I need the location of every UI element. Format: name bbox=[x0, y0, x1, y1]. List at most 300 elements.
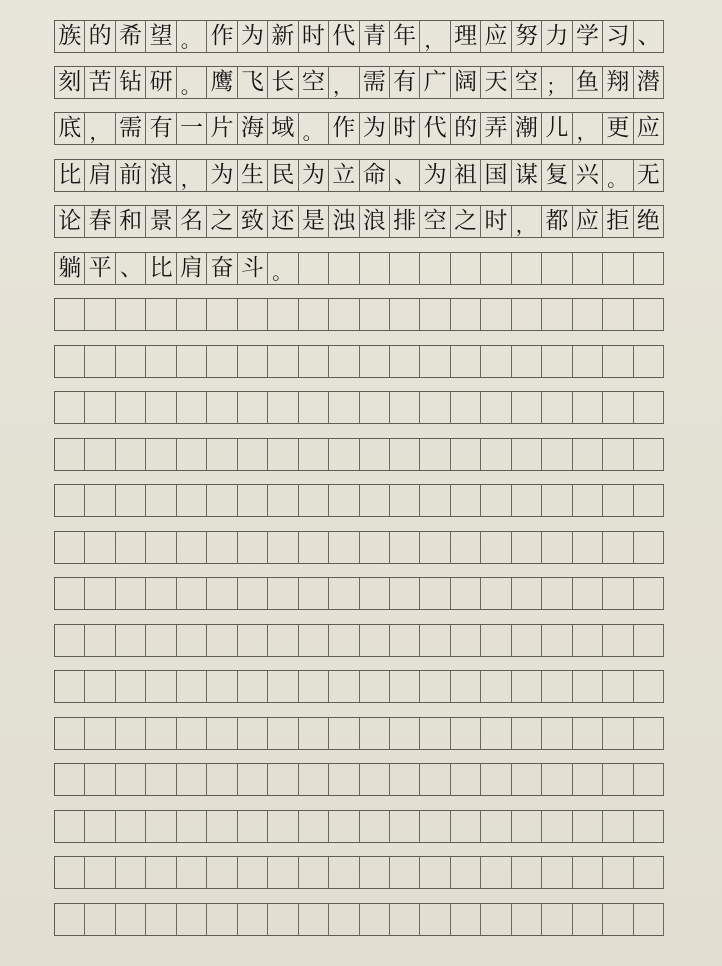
grid-cell-empty bbox=[603, 857, 633, 888]
grid-cell-empty bbox=[573, 346, 603, 377]
grid-cell-char: 努 bbox=[512, 21, 542, 52]
grid-cell-empty bbox=[85, 439, 115, 470]
grid-cell-empty bbox=[451, 346, 481, 377]
grid-cell-char: 为 bbox=[207, 160, 237, 191]
grid-cell-empty bbox=[207, 299, 237, 330]
grid-cell-empty bbox=[360, 718, 390, 749]
grid-cell-char: 学 bbox=[573, 21, 603, 52]
grid-cell-empty bbox=[390, 764, 420, 795]
grid-cell-empty bbox=[542, 532, 572, 563]
grid-cell-empty bbox=[85, 811, 115, 842]
grid-cell-char: 都 bbox=[542, 206, 572, 237]
grid-cell-char: 族 bbox=[55, 21, 85, 52]
grid-cell-char: 为 bbox=[238, 21, 268, 52]
grid-cell-char: 力 bbox=[542, 21, 572, 52]
grid-cell-empty bbox=[299, 904, 329, 935]
grid-cell-char: 为 bbox=[360, 113, 390, 144]
grid-cell-char: 年 bbox=[390, 21, 420, 52]
grid-cell-empty bbox=[451, 625, 481, 656]
grid-row bbox=[54, 438, 664, 471]
grid-cell-char: ， bbox=[420, 21, 450, 52]
grid-cell-empty bbox=[360, 578, 390, 609]
grid-cell-empty bbox=[360, 811, 390, 842]
grid-cell-char: 长 bbox=[268, 67, 298, 98]
grid-cell-empty bbox=[268, 439, 298, 470]
grid-cell-empty bbox=[451, 671, 481, 702]
grid-cell-empty bbox=[329, 578, 359, 609]
grid-cell-char: 。 bbox=[603, 160, 633, 191]
grid-cell-empty bbox=[512, 904, 542, 935]
grid-cell-empty bbox=[116, 764, 146, 795]
grid-cell-empty bbox=[512, 578, 542, 609]
grid-cell-char: 更 bbox=[603, 113, 633, 144]
grid-cell-char: 望 bbox=[146, 21, 176, 52]
grid-cell-empty bbox=[55, 578, 85, 609]
grid-cell-empty bbox=[177, 346, 207, 377]
grid-cell-empty bbox=[207, 857, 237, 888]
grid-cell-char: ， bbox=[85, 113, 115, 144]
grid-cell-char: 一 bbox=[177, 113, 207, 144]
grid-cell-char: 之 bbox=[207, 206, 237, 237]
page-margin bbox=[0, 0, 54, 966]
grid-cell-empty bbox=[360, 532, 390, 563]
grid-cell-empty bbox=[390, 625, 420, 656]
grid-cell-empty bbox=[634, 532, 664, 563]
grid-cell-char: 、 bbox=[390, 160, 420, 191]
grid-cell-empty bbox=[329, 904, 359, 935]
grid-cell-empty bbox=[634, 764, 664, 795]
grid-cell-empty bbox=[146, 299, 176, 330]
grid-cell-char: 祖 bbox=[451, 160, 481, 191]
grid-row bbox=[54, 856, 664, 889]
grid-cell-empty bbox=[238, 299, 268, 330]
grid-cell-empty bbox=[85, 392, 115, 423]
grid-cell-empty bbox=[238, 764, 268, 795]
grid-cell-char: ， bbox=[329, 67, 359, 98]
grid-cell-empty bbox=[360, 857, 390, 888]
grid-cell-empty bbox=[329, 718, 359, 749]
grid-cell-char: 空 bbox=[299, 67, 329, 98]
grid-cell-char: 为 bbox=[420, 160, 450, 191]
grid-cell-empty bbox=[420, 253, 450, 284]
grid-cell-empty bbox=[420, 346, 450, 377]
grid-cell-empty bbox=[420, 439, 450, 470]
grid-cell-empty bbox=[268, 392, 298, 423]
grid-cell-empty bbox=[207, 346, 237, 377]
grid-cell-char: 需 bbox=[360, 67, 390, 98]
grid-cell-empty bbox=[238, 485, 268, 516]
grid-cell-empty bbox=[542, 625, 572, 656]
grid-cell-empty bbox=[55, 439, 85, 470]
grid-cell-empty bbox=[177, 718, 207, 749]
grid-row bbox=[54, 66, 664, 99]
grid-cell-empty bbox=[85, 625, 115, 656]
grid-cell-char: 是 bbox=[299, 206, 329, 237]
grid-row bbox=[54, 810, 664, 843]
grid-cell-char: 潮 bbox=[512, 113, 542, 144]
grid-cell-empty bbox=[299, 299, 329, 330]
grid-cell-empty bbox=[238, 346, 268, 377]
grid-row bbox=[54, 345, 664, 378]
grid-cell-empty bbox=[634, 811, 664, 842]
grid-cell-char: 平 bbox=[85, 253, 115, 284]
grid-cell-char: 应 bbox=[634, 113, 664, 144]
grid-cell-empty bbox=[573, 718, 603, 749]
grid-cell-empty bbox=[390, 532, 420, 563]
grid-cell-empty bbox=[85, 718, 115, 749]
grid-cell-char: 有 bbox=[146, 113, 176, 144]
grid-cell-empty bbox=[420, 671, 450, 702]
grid-cell-empty bbox=[85, 764, 115, 795]
grid-cell-empty bbox=[177, 764, 207, 795]
grid-cell-empty bbox=[177, 904, 207, 935]
grid-cell-empty bbox=[146, 485, 176, 516]
grid-cell-empty bbox=[299, 346, 329, 377]
grid-cell-empty bbox=[390, 346, 420, 377]
grid-cell-empty bbox=[451, 299, 481, 330]
grid-cell-empty bbox=[329, 346, 359, 377]
grid-row bbox=[54, 577, 664, 610]
grid-cell-empty bbox=[390, 392, 420, 423]
grid-cell-empty bbox=[299, 253, 329, 284]
grid-cell-char: 景 bbox=[146, 206, 176, 237]
grid-cell-empty bbox=[329, 625, 359, 656]
grid-cell-char: 、 bbox=[116, 253, 146, 284]
grid-cell-char: 钻 bbox=[116, 67, 146, 98]
grid-cell-empty bbox=[634, 857, 664, 888]
grid-cell-empty bbox=[329, 299, 359, 330]
grid-cell-empty bbox=[390, 857, 420, 888]
grid-cell-char: ， bbox=[177, 160, 207, 191]
grid-row bbox=[54, 252, 664, 285]
grid-cell-char: 春 bbox=[85, 206, 115, 237]
grid-cell-empty bbox=[299, 439, 329, 470]
grid-row bbox=[54, 624, 664, 657]
grid-cell-empty bbox=[207, 811, 237, 842]
grid-cell-empty bbox=[512, 485, 542, 516]
grid-cell-empty bbox=[603, 625, 633, 656]
grid-cell-empty bbox=[603, 439, 633, 470]
grid-cell-empty bbox=[512, 764, 542, 795]
grid-cell-char: 国 bbox=[481, 160, 511, 191]
grid-cell-empty bbox=[481, 904, 511, 935]
grid-cell-empty bbox=[268, 299, 298, 330]
grid-cell-empty bbox=[85, 904, 115, 935]
grid-cell-empty bbox=[603, 532, 633, 563]
grid-cell-empty bbox=[542, 811, 572, 842]
grid-cell-empty bbox=[360, 439, 390, 470]
grid-cell-empty bbox=[177, 392, 207, 423]
grid-row bbox=[54, 670, 664, 703]
grid-cell-char: 希 bbox=[116, 21, 146, 52]
grid-cell-empty bbox=[603, 904, 633, 935]
grid-cell-empty bbox=[55, 764, 85, 795]
grid-cell-char: ， bbox=[573, 113, 603, 144]
grid-cell-empty bbox=[603, 299, 633, 330]
grid-cell-empty bbox=[329, 253, 359, 284]
grid-cell-char: 作 bbox=[207, 21, 237, 52]
grid-cell-empty bbox=[451, 392, 481, 423]
grid-cell-empty bbox=[207, 485, 237, 516]
grid-cell-char: 生 bbox=[238, 160, 268, 191]
grid-cell-empty bbox=[360, 904, 390, 935]
grid-row bbox=[54, 298, 664, 331]
grid-cell-empty bbox=[116, 857, 146, 888]
grid-cell-empty bbox=[55, 485, 85, 516]
grid-cell-char: 肩 bbox=[177, 253, 207, 284]
grid-cell-empty bbox=[542, 857, 572, 888]
grid-cell-char: 立 bbox=[329, 160, 359, 191]
grid-cell-empty bbox=[177, 857, 207, 888]
grid-cell-char: 域 bbox=[268, 113, 298, 144]
grid-cell-empty bbox=[177, 439, 207, 470]
grid-cell-empty bbox=[299, 532, 329, 563]
grid-cell-empty bbox=[542, 439, 572, 470]
grid-cell-empty bbox=[420, 718, 450, 749]
grid-cell-empty bbox=[420, 625, 450, 656]
grid-cell-empty bbox=[481, 439, 511, 470]
grid-cell-empty bbox=[420, 857, 450, 888]
grid-cell-empty bbox=[634, 625, 664, 656]
grid-cell-empty bbox=[451, 764, 481, 795]
grid-row bbox=[54, 484, 664, 517]
grid-cell-char: 理 bbox=[451, 21, 481, 52]
grid-cell-empty bbox=[268, 485, 298, 516]
grid-cell-empty bbox=[420, 578, 450, 609]
grid-cell-empty bbox=[238, 857, 268, 888]
grid-cell-empty bbox=[481, 392, 511, 423]
grid-cell-empty bbox=[177, 532, 207, 563]
grid-cell-empty bbox=[573, 857, 603, 888]
grid-cell-char: 空 bbox=[420, 206, 450, 237]
grid-cell-empty bbox=[85, 346, 115, 377]
grid-cell-empty bbox=[55, 532, 85, 563]
grid-cell-empty bbox=[85, 578, 115, 609]
grid-cell-empty bbox=[177, 671, 207, 702]
grid-cell-empty bbox=[177, 299, 207, 330]
grid-cell-empty bbox=[146, 671, 176, 702]
grid-cell-empty bbox=[512, 253, 542, 284]
grid-cell-empty bbox=[268, 904, 298, 935]
grid-cell-empty bbox=[360, 299, 390, 330]
grid-cell-empty bbox=[85, 532, 115, 563]
grid-cell-empty bbox=[420, 904, 450, 935]
grid-cell-char: 论 bbox=[55, 206, 85, 237]
grid-cell-empty bbox=[481, 718, 511, 749]
grid-cell-empty bbox=[55, 625, 85, 656]
grid-cell-empty bbox=[299, 392, 329, 423]
grid-cell-char: 的 bbox=[451, 113, 481, 144]
grid-cell-char: 阔 bbox=[451, 67, 481, 98]
grid-cell-empty bbox=[116, 578, 146, 609]
grid-cell-empty bbox=[238, 439, 268, 470]
grid-cell-empty bbox=[116, 671, 146, 702]
grid-cell-empty bbox=[481, 811, 511, 842]
grid-cell-char: 代 bbox=[329, 21, 359, 52]
grid-cell-empty bbox=[451, 718, 481, 749]
grid-cell-empty bbox=[542, 253, 572, 284]
grid-cell-empty bbox=[116, 718, 146, 749]
grid-cell-empty bbox=[603, 578, 633, 609]
grid-cell-empty bbox=[329, 811, 359, 842]
grid-cell-empty bbox=[207, 718, 237, 749]
grid-cell-empty bbox=[116, 485, 146, 516]
grid-cell-empty bbox=[603, 253, 633, 284]
grid-cell-empty bbox=[146, 625, 176, 656]
grid-cell-empty bbox=[268, 764, 298, 795]
grid-cell-empty bbox=[207, 764, 237, 795]
grid-cell-empty bbox=[481, 532, 511, 563]
grid-cell-empty bbox=[116, 299, 146, 330]
grid-cell-empty bbox=[116, 904, 146, 935]
grid-cell-empty bbox=[390, 299, 420, 330]
grid-cell-empty bbox=[390, 439, 420, 470]
grid-cell-empty bbox=[207, 392, 237, 423]
grid-cell-empty bbox=[146, 532, 176, 563]
grid-cell-empty bbox=[573, 532, 603, 563]
grid-cell-empty bbox=[573, 299, 603, 330]
grid-cell-char: 民 bbox=[268, 160, 298, 191]
grid-cell-char: 、 bbox=[634, 21, 664, 52]
grid-cell-empty bbox=[146, 578, 176, 609]
grid-cell-empty bbox=[299, 671, 329, 702]
grid-cell-char: 还 bbox=[268, 206, 298, 237]
grid-cell-char: 兴 bbox=[573, 160, 603, 191]
grid-cell-empty bbox=[207, 532, 237, 563]
grid-cell-empty bbox=[360, 253, 390, 284]
grid-cell-empty bbox=[512, 532, 542, 563]
grid-cell-empty bbox=[542, 392, 572, 423]
grid-cell-empty bbox=[634, 299, 664, 330]
grid-cell-empty bbox=[573, 904, 603, 935]
grid-cell-char: 有 bbox=[390, 67, 420, 98]
grid-cell-empty bbox=[481, 253, 511, 284]
grid-cell-empty bbox=[390, 578, 420, 609]
grid-cell-empty bbox=[542, 578, 572, 609]
grid-cell-char: 新 bbox=[268, 21, 298, 52]
grid-cell-char: 为 bbox=[299, 160, 329, 191]
grid-cell-empty bbox=[542, 904, 572, 935]
grid-cell-empty bbox=[329, 857, 359, 888]
grid-cell-empty bbox=[85, 857, 115, 888]
grid-cell-empty bbox=[268, 811, 298, 842]
grid-cell-empty bbox=[573, 764, 603, 795]
grid-cell-empty bbox=[116, 346, 146, 377]
grid-cell-empty bbox=[55, 904, 85, 935]
grid-cell-empty bbox=[512, 811, 542, 842]
grid-cell-empty bbox=[481, 625, 511, 656]
grid-cell-empty bbox=[451, 904, 481, 935]
grid-cell-empty bbox=[512, 671, 542, 702]
grid-cell-empty bbox=[55, 857, 85, 888]
grid-row bbox=[54, 159, 664, 192]
grid-cell-empty bbox=[573, 485, 603, 516]
grid-cell-empty bbox=[177, 578, 207, 609]
grid-cell-empty bbox=[634, 253, 664, 284]
grid-cell-empty bbox=[146, 718, 176, 749]
grid-cell-empty bbox=[299, 811, 329, 842]
grid-cell-char: 时 bbox=[299, 21, 329, 52]
grid-cell-char: 弄 bbox=[481, 113, 511, 144]
grid-cell-empty bbox=[451, 485, 481, 516]
grid-cell-char: 时 bbox=[390, 113, 420, 144]
grid-cell-char: 比 bbox=[55, 160, 85, 191]
grid-cell-char: 苦 bbox=[85, 67, 115, 98]
grid-cell-empty bbox=[542, 299, 572, 330]
grid-cell-empty bbox=[207, 671, 237, 702]
grid-cell-empty bbox=[481, 578, 511, 609]
grid-row bbox=[54, 903, 664, 936]
grid-cell-empty bbox=[390, 485, 420, 516]
grid-cell-empty bbox=[451, 253, 481, 284]
grid-cell-empty bbox=[420, 811, 450, 842]
grid-cell-char: 鹰 bbox=[207, 67, 237, 98]
grid-cell-empty bbox=[420, 532, 450, 563]
grid-cell-char: 和 bbox=[116, 206, 146, 237]
grid-cell-empty bbox=[451, 811, 481, 842]
grid-cell-empty bbox=[55, 392, 85, 423]
grid-cell-char: 致 bbox=[238, 206, 268, 237]
grid-cell-empty bbox=[634, 671, 664, 702]
grid-cell-empty bbox=[481, 485, 511, 516]
grid-cell-empty bbox=[634, 718, 664, 749]
grid-cell-empty bbox=[55, 718, 85, 749]
grid-cell-empty bbox=[360, 392, 390, 423]
grid-cell-empty bbox=[603, 764, 633, 795]
grid-cell-empty bbox=[390, 811, 420, 842]
grid-cell-empty bbox=[481, 764, 511, 795]
grid-cell-empty bbox=[268, 625, 298, 656]
grid-cell-char: 浪 bbox=[360, 206, 390, 237]
grid-cell-char: 海 bbox=[238, 113, 268, 144]
grid-cell-empty bbox=[542, 671, 572, 702]
grid-cell-empty bbox=[634, 346, 664, 377]
grid-cell-char: 青 bbox=[360, 21, 390, 52]
grid-cell-empty bbox=[238, 904, 268, 935]
grid-cell-empty bbox=[512, 718, 542, 749]
grid-cell-empty bbox=[329, 532, 359, 563]
grid-cell-char: 需 bbox=[116, 113, 146, 144]
grid-cell-char: 。 bbox=[268, 253, 298, 284]
grid-cell-char: 底 bbox=[55, 113, 85, 144]
grid-row bbox=[54, 717, 664, 750]
grid-row bbox=[54, 112, 664, 145]
grid-cell-empty bbox=[329, 671, 359, 702]
grid-cell-empty bbox=[146, 857, 176, 888]
grid-cell-empty bbox=[512, 857, 542, 888]
grid-cell-empty bbox=[573, 811, 603, 842]
grid-cell-empty bbox=[146, 439, 176, 470]
grid-cell-empty bbox=[360, 625, 390, 656]
grid-cell-empty bbox=[146, 811, 176, 842]
grid-cell-empty bbox=[299, 764, 329, 795]
grid-row bbox=[54, 531, 664, 564]
grid-cell-empty bbox=[542, 346, 572, 377]
grid-cell-char: 应 bbox=[481, 21, 511, 52]
grid-row bbox=[54, 205, 664, 238]
grid-cell-empty bbox=[634, 439, 664, 470]
grid-cell-empty bbox=[634, 485, 664, 516]
grid-cell-empty bbox=[268, 857, 298, 888]
grid-cell-empty bbox=[512, 346, 542, 377]
grid-cell-empty bbox=[177, 811, 207, 842]
grid-cell-empty bbox=[116, 811, 146, 842]
grid-cell-empty bbox=[207, 439, 237, 470]
grid-cell-empty bbox=[146, 904, 176, 935]
grid-cell-empty bbox=[85, 671, 115, 702]
grid-cell-empty bbox=[55, 299, 85, 330]
grid-cell-empty bbox=[603, 392, 633, 423]
